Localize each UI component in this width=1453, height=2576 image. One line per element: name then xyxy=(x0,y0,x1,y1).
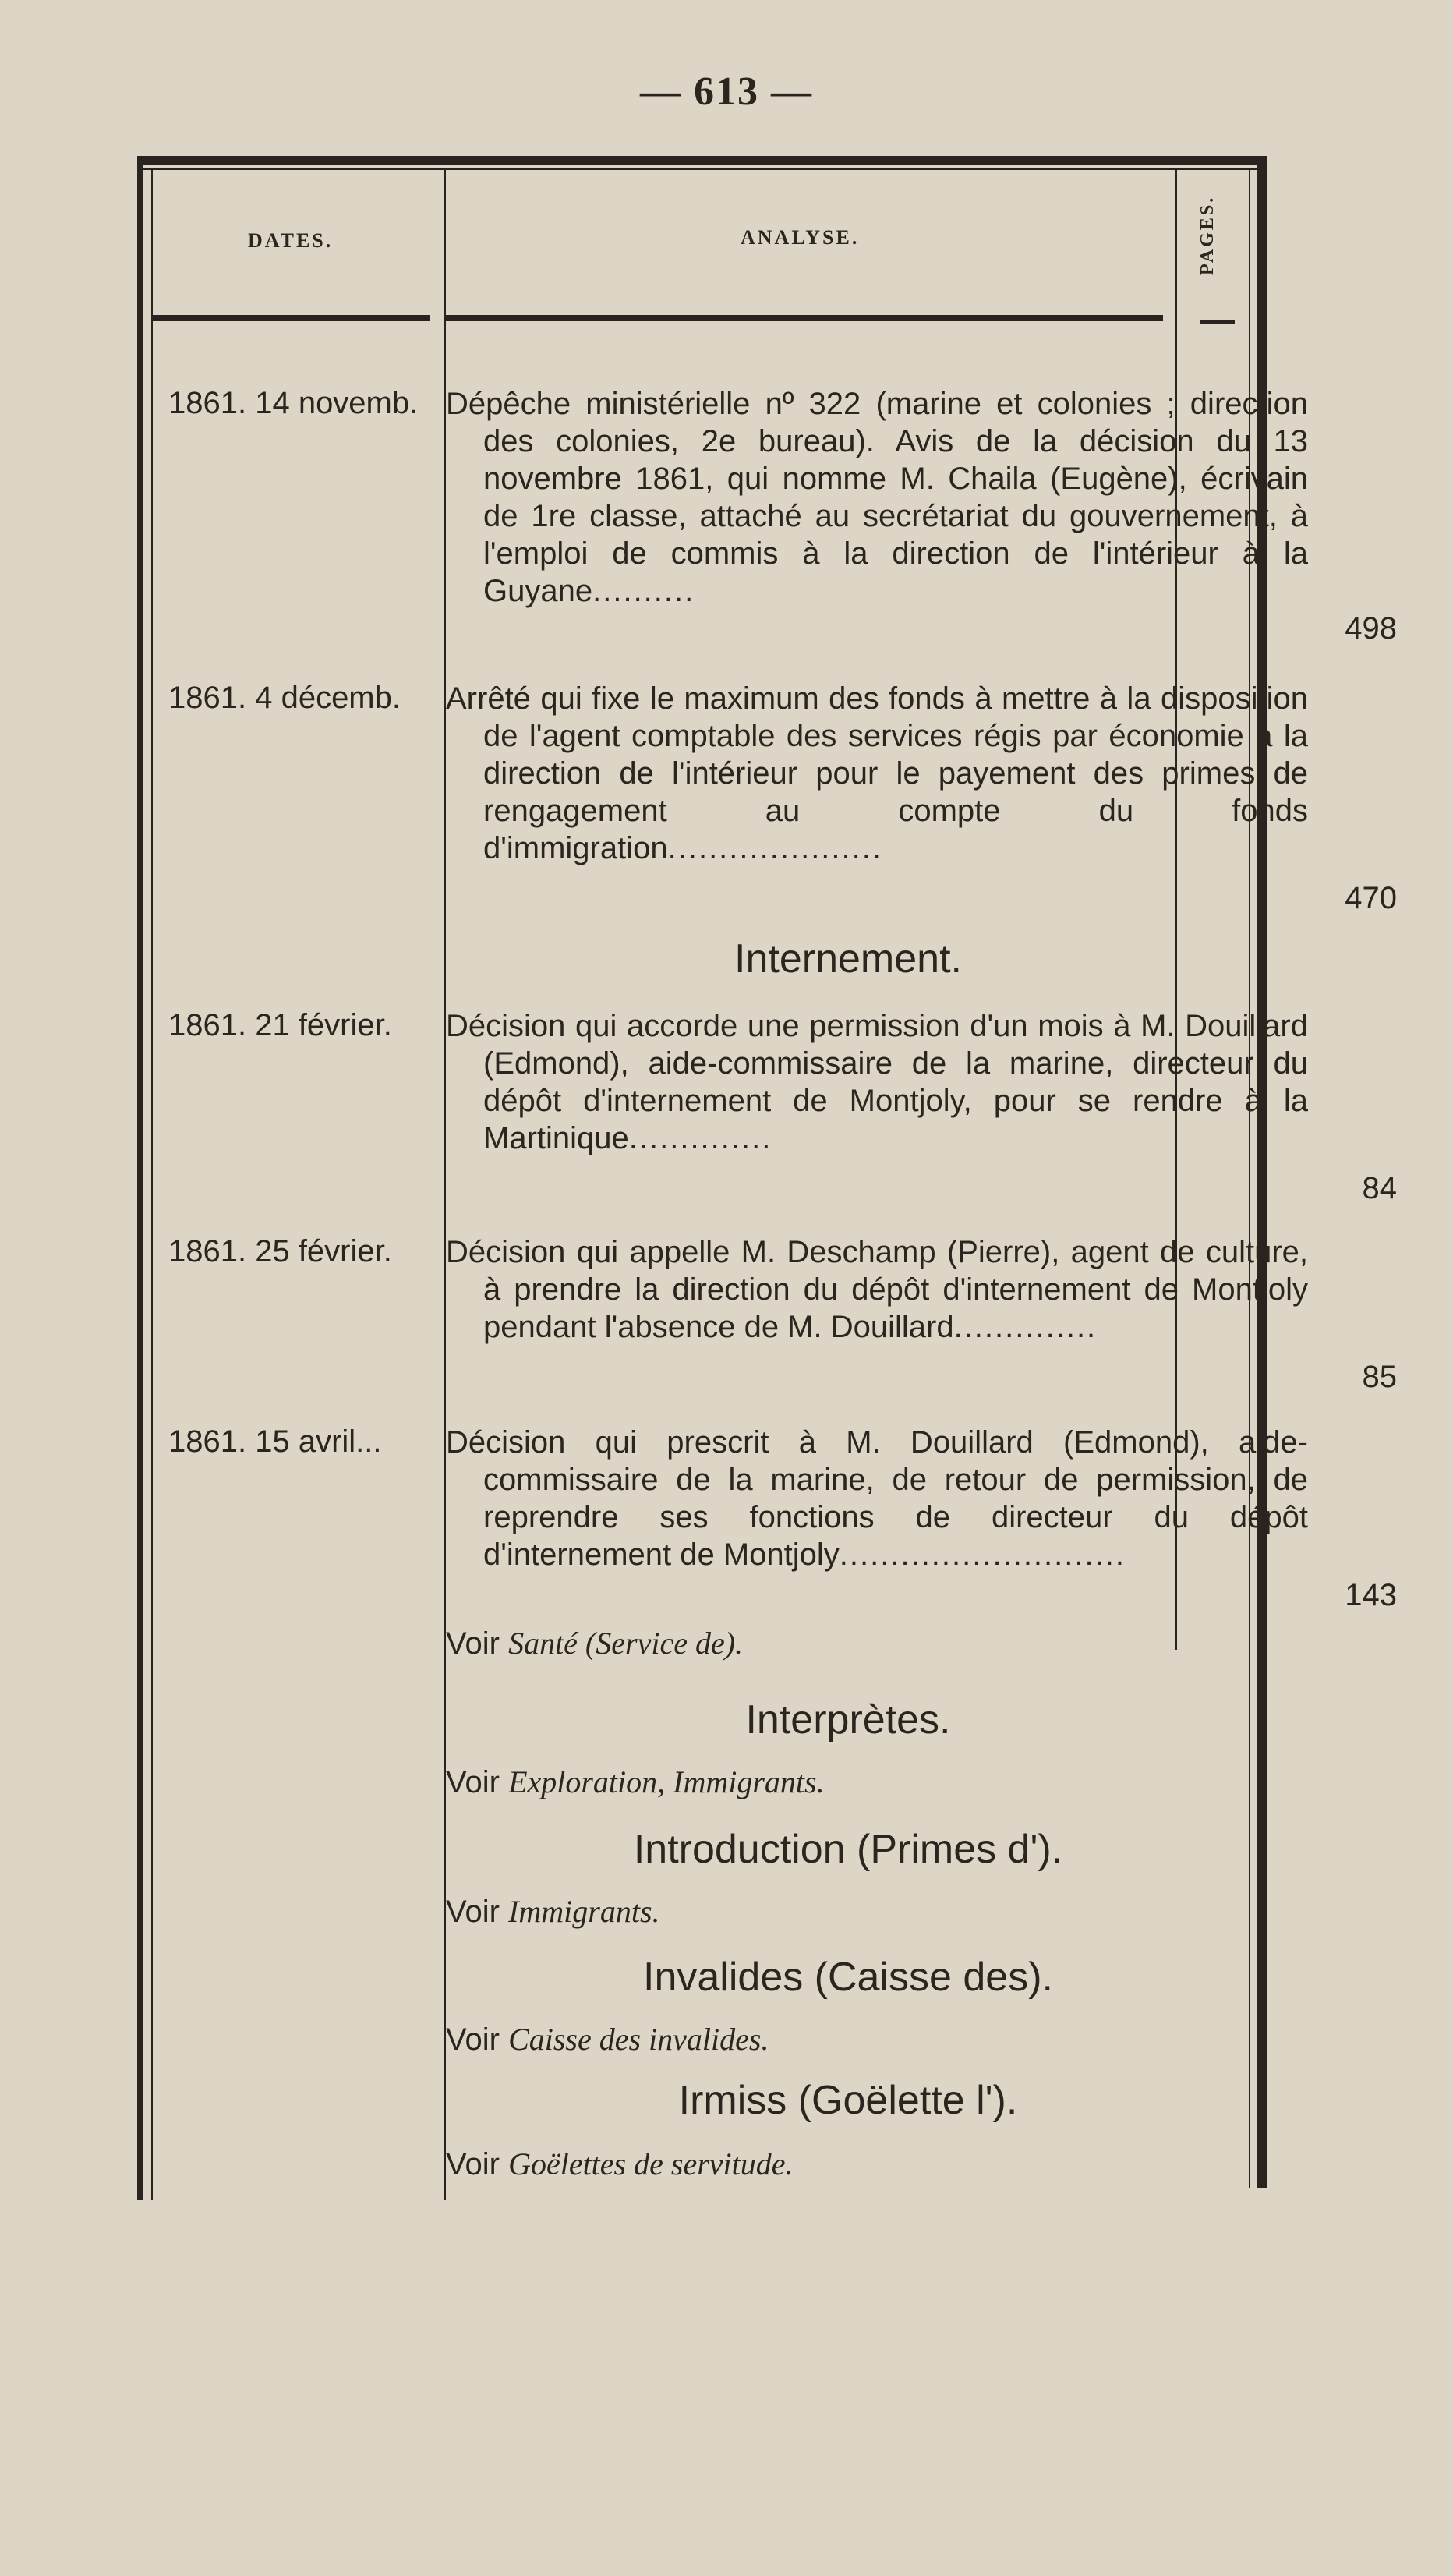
table-left-border-inner xyxy=(151,168,153,2200)
entry-date: 1861. 15 avril... xyxy=(168,1424,382,1459)
see-also: Voir Goëlettes de servitude. xyxy=(446,2146,794,2181)
entry-date: 1861. 14 novemb. xyxy=(168,386,419,420)
table-left-border xyxy=(137,156,143,2200)
header-rule-analyse xyxy=(446,315,1163,321)
entry-date: 1861. 25 février. xyxy=(168,1234,392,1269)
section-title: Irmiss (Goëlette l'). xyxy=(678,2078,1018,2123)
header-dates: DATES. xyxy=(248,229,334,252)
entry-page: 498 xyxy=(1345,611,1397,646)
table-top-border xyxy=(137,156,1267,165)
entry-date: 1861. 4 décemb. xyxy=(168,681,401,715)
header-rule-pages xyxy=(1200,320,1235,324)
entry-page: 85 xyxy=(1362,1360,1397,1394)
header-rule-dates xyxy=(153,315,430,321)
see-also: Voir Exploration, Immigrants. xyxy=(446,1764,825,1799)
header-analyse: ANALYSE. xyxy=(741,226,860,249)
entry-text: Décision qui appelle M. Deschamp (Pierre), agent de culture, à prendre la direction du dépôt d'internement de Montjoly pendant l'absence de M. Douillard.............. xyxy=(446,1235,1308,1344)
section-title: Introduction (Primes d'). xyxy=(633,1827,1063,1872)
entry-text: Dépêche ministérielle nº 322 (marine et colonies ; direction des colonies, 2e bureau). Avis de la décision du 13 novembre 1861, qui nomme M. Chaila (Eugène), écrivain de 1re classe, attaché au secrétariat du gouvernement, à l'emploi de commis à la direction de l'intérieur à la Guyane.......... xyxy=(446,387,1308,608)
page-number: — 613 — xyxy=(640,69,813,114)
header-pages: PAGES. xyxy=(1197,195,1218,276)
entry-text: Décision qui accorde une permission d'un mois à M. Douillard (Edmond), aide-commissaire de la marine, directeur du dépôt d'internement de Montjoly, pour se rendre à la Martinique.............. xyxy=(446,1009,1308,1155)
see-also: Voir Caisse des invalides. xyxy=(446,2022,769,2057)
entry-text: Décision qui prescrit à M. Douillard (Edmond), aide-commissaire de la marine, de retour de permission, de reprendre ses fonctions de directeur du dépôt d'internement de Montjoly............................ xyxy=(446,1425,1308,1572)
entry-date: 1861. 21 février. xyxy=(168,1008,392,1042)
section-title: Interprètes. xyxy=(745,1697,951,1743)
see-also: Voir Immigrants. xyxy=(446,1894,660,1929)
table-top-border-inner xyxy=(137,168,1267,170)
section-title: Internement. xyxy=(734,936,962,982)
entry-text: Arrêté qui fixe le maximum des fonds à mettre à la disposition de l'agent comptable des services régis par économie à la direction de l'intérieur pour le payement des primes de rengagement au compte du fonds d'immigration..................... xyxy=(446,681,1308,865)
entry-page: 470 xyxy=(1345,881,1397,915)
section-title: Invalides (Caisse des). xyxy=(643,1955,1053,2000)
see-also: Voir Santé (Service de). xyxy=(446,1626,744,1661)
entry-page: 84 xyxy=(1362,1171,1397,1205)
entry-page: 143 xyxy=(1345,1578,1397,1612)
